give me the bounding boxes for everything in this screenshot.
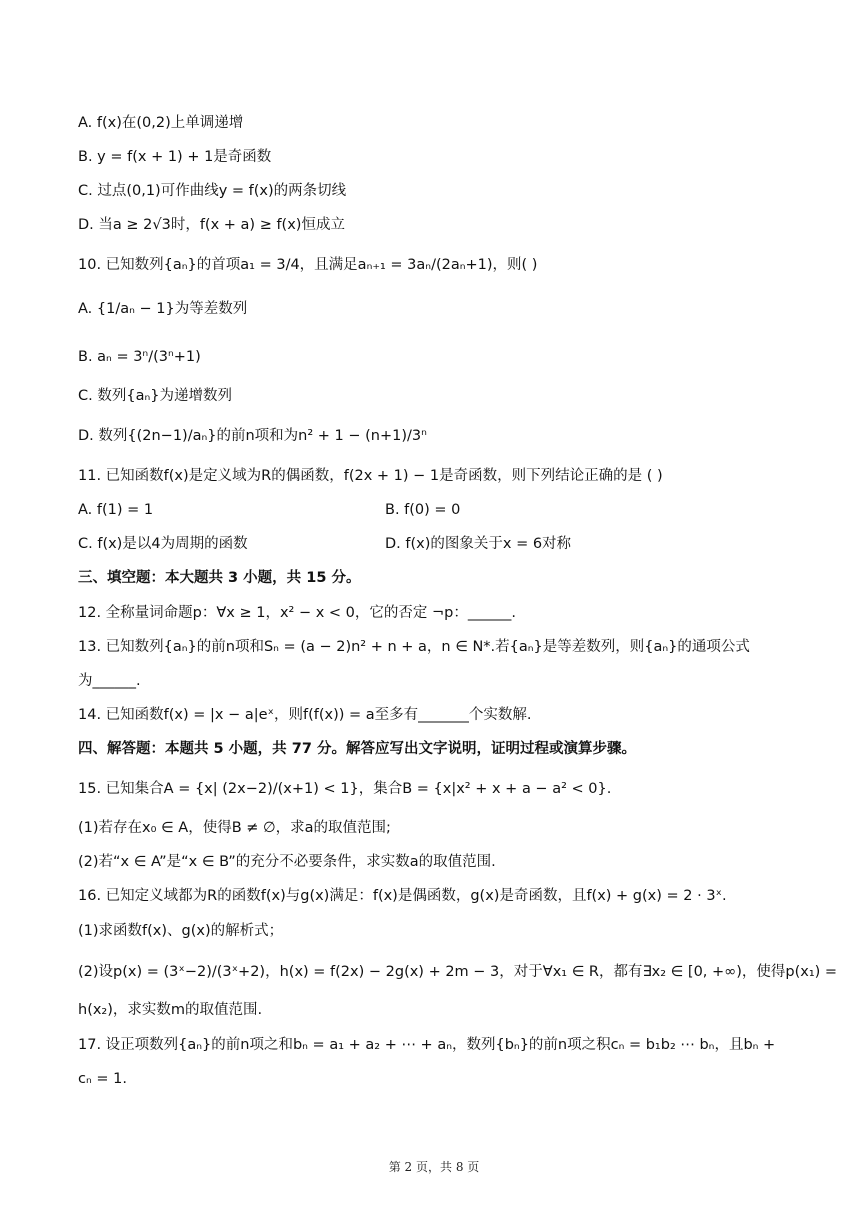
q10-option-c: C. 数列{aₙ}为递增数列	[78, 388, 232, 404]
section-3-heading: 三、填空题：本大题共 3 小题，共 15 分。	[78, 570, 361, 586]
page-footer: 第 2 页，共 8 页	[388, 1160, 480, 1174]
q10-option-d: D. 数列{(2n−1)/aₙ}的前n项和为n² + 1 − (n+1)/3ⁿ	[78, 428, 427, 444]
q9-option-c: C. 过点(0,1)可作曲线y = f(x)的两条切线	[78, 183, 347, 199]
q14-stem: 14. 已知函数f(x) = |x − a|eˣ，则f(f(x)) = a至多有_______个实数解.	[78, 707, 532, 723]
q11-option-a: A. f(1) = 1	[78, 502, 154, 518]
q17-stem-cont: cₙ = 1.	[78, 1071, 127, 1087]
q11-option-b: B. f(0) = 0	[385, 502, 461, 518]
q13-stem-cont: 为______.	[78, 673, 141, 689]
section-4-heading: 四、解答题：本题共 5 小题，共 77 分。解答应写出文字说明，证明过程或演算步骤。	[78, 741, 636, 757]
q10-option-b: B. aₙ = 3ⁿ/(3ⁿ+1)	[78, 349, 201, 365]
q16-stem: 16. 已知定义域都为R的函数f(x)与g(x)满足：f(x)是偶函数，g(x)是奇函数，且f(x) + g(x) = 2 · 3ˣ.	[78, 888, 727, 904]
q15-part-2: (2)若“x ∈ A”是“x ∈ B”的充分不必要条件，求实数a的取值范围.	[78, 854, 496, 870]
q9-option-d: D. 当a ≥ 2√3时，f(x + a) ≥ f(x)恒成立	[78, 217, 345, 233]
q11-stem: 11. 已知函数f(x)是定义域为R的偶函数，f(2x + 1) − 1是奇函数，则下列结论正确的是 ( )	[78, 468, 663, 484]
q11-option-d: D. f(x)的图象关于x = 6对称	[385, 536, 572, 552]
q11-option-c: C. f(x)是以4为周期的函数	[78, 536, 248, 552]
q15-stem: 15. 已知集合A = {x| (2x−2)/(x+1) < 1}，集合B = {x|x² + x + a − a² < 0}.	[78, 781, 612, 797]
q16-part-2: (2)设p(x) = (3ˣ−2)/(3ˣ+2)，h(x) = f(2x) − 2g(x) + 2m − 3，对于∀x₁ ∈ R，都有∃x₂ ∈ [0, +∞)，使得p(x₁) =	[78, 964, 838, 980]
q10-option-a: A. {1/aₙ − 1}为等差数列	[78, 301, 248, 317]
q17-stem: 17. 设正项数列{aₙ}的前n项之和bₙ = a₁ + a₂ + ⋯ + aₙ，数列{bₙ}的前n项之积cₙ = b₁b₂ ⋯ bₙ，且bₙ +	[78, 1037, 776, 1053]
q13-stem: 13. 已知数列{aₙ}的前n项和Sₙ = (a − 2)n² + n + a，n ∈ N*.若{aₙ}是等差数列，则{aₙ}的通项公式	[78, 639, 750, 655]
q12-stem: 12. 全称量词命题p：∀x ≥ 1，x² − x < 0，它的否定 ¬p：______.	[78, 605, 516, 621]
q15-part-1: (1)若存在x₀ ∈ A，使得B ≠ ∅，求a的取值范围;	[78, 820, 391, 836]
q9-option-b: B. y = f(x + 1) + 1是奇函数	[78, 149, 272, 165]
q16-part-1: (1)求函数f(x)、g(x)的解析式；	[78, 923, 284, 939]
q10-stem: 10. 已知数列{aₙ}的首项a₁ = 3/4，且满足aₙ₊₁ = 3aₙ/(2aₙ+1)，则( )	[78, 257, 538, 273]
q16-part-2-cont: h(x₂)，求实数m的取值范围.	[78, 1002, 263, 1018]
q9-option-a: A. f(x)在(0,2)上单调递增	[78, 115, 244, 131]
